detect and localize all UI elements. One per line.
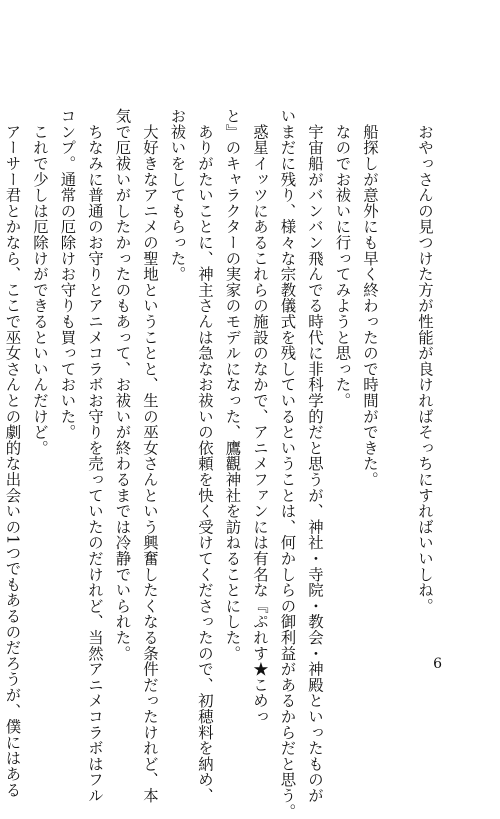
text-line: ありがたいことに、神主さんは急なお祓いの依頼を快く受けてくださったので、初穂料を納め、: [196, 108, 214, 804]
text-line: お祓いをしてもらった。: [168, 108, 187, 282]
text-line: 宇宙船がバンバン飛んでる時代に非科学的だと思うが、神社・寺院・教会・神殿といったものが: [306, 108, 324, 804]
text-line: 気で厄祓いがしたかったのもあって、お祓いが終わるまでは冷静でいられた。: [113, 108, 132, 661]
text-line: いまだに残り、様々な宗教儀式を残しているということは、何かしらの御利益があるからだと思う。: [278, 108, 297, 819]
text-line: コンプ。通常の厄除けお守りも買っておいた。: [58, 108, 77, 440]
text-line: 船探しが意外にも早く終わったので時間ができた。: [361, 108, 379, 488]
body-text: [0, 108, 438, 819]
text-line: おやっさんの見つけた方が性能が良ければそっちにすればいいしね。: [416, 108, 434, 614]
text-line: 惑星イッツにあるこれらの施設のなかで、アニメファンには有名な『ぷれす★こめっ: [251, 108, 269, 725]
text-line: アーサー君とかなら、ここで巫女さんとの劇的な出会いの1つでもあるのだろうが、僕にはある: [3, 108, 22, 798]
text-line: これで少しは厄除けができるといいんだけど。: [31, 108, 49, 456]
text-line: ちなみに普通のお守りとアニメコラボお守りを売っていたのだけれど、当然アニメコラボはフル: [86, 108, 104, 804]
text-line: と』のキャラクターの実家のモデルになった、鷹觀神社を訪ねることにした。: [223, 108, 242, 661]
page-number: 6: [433, 656, 442, 672]
text-line: 大好きなアニメの聖地ということと、生の巫女さんという興奮したくなる条件だったけれど、本: [141, 108, 159, 804]
blank-line: [383, 108, 411, 648]
text-line: なのでお祓いに行ってみようと思った。: [333, 108, 352, 409]
